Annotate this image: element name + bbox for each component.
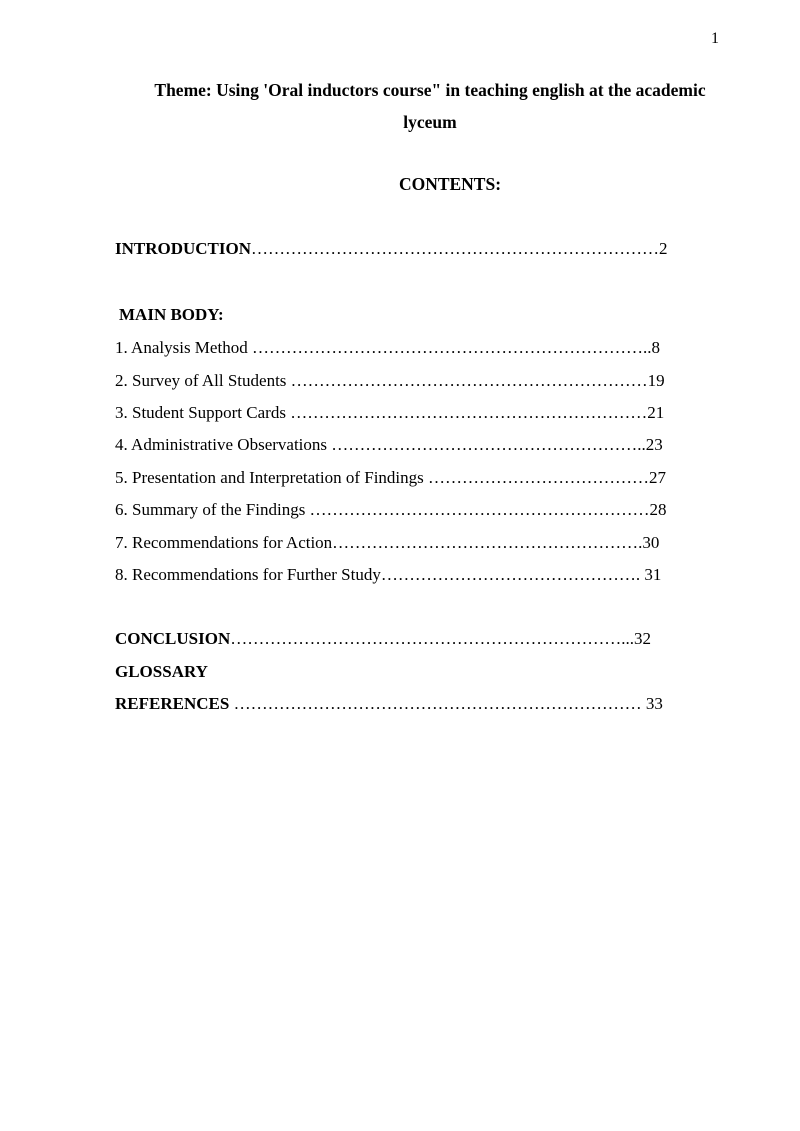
toc-introduction-leader: ………………………………………………………………2 <box>251 239 668 258</box>
toc-introduction <box>115 239 668 259</box>
toc-item-summary-of-findings: 6. Summary of the Findings ……………………………………………………28 <box>115 500 667 519</box>
toc-glossary: GLOSSARY <box>115 662 208 681</box>
document-theme-title <box>120 74 740 138</box>
theme-line-1: Theme: Using 'Oral inductors course" in teaching english at the academic <box>154 80 706 100</box>
toc-references-leader: ……………………………………………………………… 33 <box>233 694 663 713</box>
toc-item-presentation-interpretation: 5. Presentation and Interpretation of Findings …………………………………27 <box>115 468 667 487</box>
toc-item-recommendations-for-action: 7. Recommendations for Action……………………………………………….30 <box>115 533 660 552</box>
toc-introduction-label: INTRODUCTION <box>115 239 252 258</box>
toc-item-survey-of-all-students: 2. Survey of All Students ………………………………………………………19 <box>115 371 665 390</box>
main-body-heading: MAIN BODY: <box>119 305 224 324</box>
toc-references-label: REFERENCES <box>115 694 234 713</box>
page-number: 1 <box>711 30 719 47</box>
toc-item-student-support-cards: 3. Student Support Cards ………………………………………………………21 <box>115 403 665 422</box>
contents-heading: CONTENTS: <box>398 174 502 194</box>
toc-item-administrative-observations: 4. Administrative Observations ………………………………………………..23 <box>115 435 663 454</box>
toc-item-recommendations-further-study: 8. Recommendations for Further Study………………………………………. 31 <box>115 565 662 584</box>
toc-item-analysis-method: 1. Analysis Method ……………………………………………………………..8 <box>115 338 660 357</box>
toc-conclusion <box>115 629 651 649</box>
theme-line-2: lyceum <box>403 112 457 132</box>
toc-conclusion-label: CONCLUSION <box>115 629 231 648</box>
toc-references <box>115 694 663 714</box>
toc-conclusion-leader: ……………………………………………………………...32 <box>230 629 651 648</box>
